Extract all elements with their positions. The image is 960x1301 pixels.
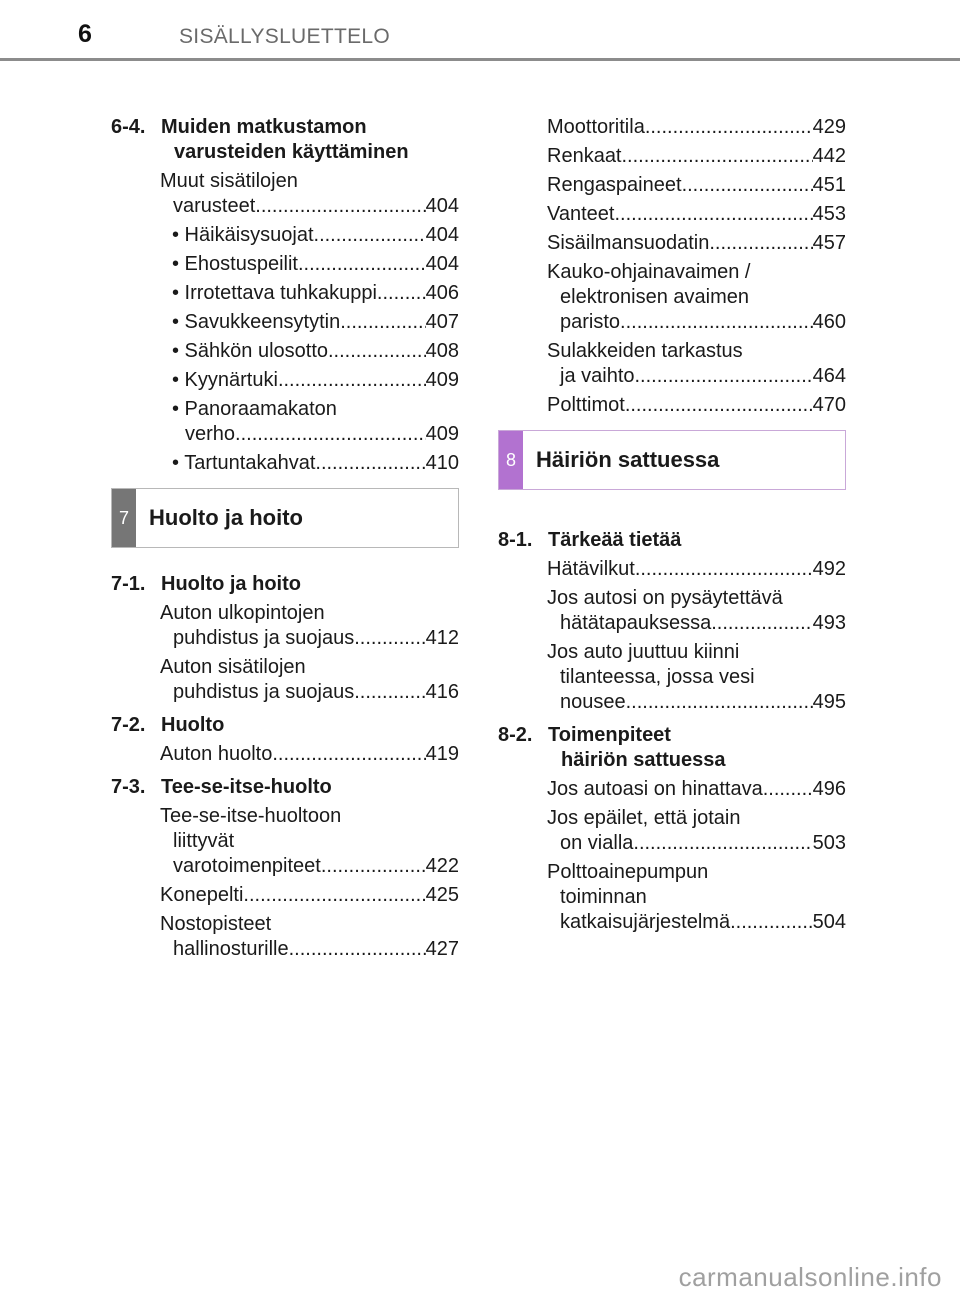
toc-entry[interactable]: Kauko-ohjainavaimen / elektronisen avaimen paristo ..... 460	[547, 260, 846, 335]
page-ref: 422	[425, 855, 459, 877]
page-ref: 416	[425, 681, 459, 703]
toc-entry[interactable]: Konepelti ..... 425	[160, 883, 459, 908]
toc-entry[interactable]: Nostopisteet hallinosturille ..... 427	[160, 912, 459, 962]
section-8-1-heading: 8-1. Tärkeää tietää	[498, 529, 682, 551]
toc-entry[interactable]: Vanteet ..... 453	[547, 202, 846, 227]
page-ref: 419	[425, 743, 459, 765]
toc-entry[interactable]: Jos auto juuttuu kiinni tilanteessa, jossa vesi nousee ..... 495	[547, 640, 846, 715]
section-title: Muiden matkustamon varusteiden käyttäminen	[161, 116, 409, 163]
toc-subentry[interactable]: • Savukkeensytytin ..... 407	[172, 310, 459, 335]
page-ref: 464	[812, 365, 846, 387]
toc-entry[interactable]: Jos autosi on pysäytettävä hätätapauksessa ..... 493	[547, 586, 846, 636]
page-ref: 470	[812, 394, 846, 416]
page-ref: 429	[812, 116, 846, 138]
page-ref: 404	[425, 224, 459, 246]
chapter-title: Huolto ja hoito	[149, 505, 303, 530]
chapter-7-banner[interactable]	[111, 488, 459, 548]
toc-subentry[interactable]: • Panoraamakaton verho ..... 409	[172, 397, 459, 447]
toc-entry[interactable]: Auton ulkopintojen puhdistus ja suojaus ..... 412	[160, 601, 459, 651]
toc-entry[interactable]: Polttimot ..... 470	[547, 393, 846, 418]
toc-entry[interactable]: Jos epäilet, että jotain on vialla ..... 503	[547, 806, 846, 856]
page-ref: 451	[812, 174, 846, 196]
page-ref: 442	[812, 145, 846, 167]
toc-entry[interactable]: Jos autoasi on hinattava ..... 496	[547, 777, 846, 802]
page-ref: 404	[425, 253, 459, 275]
page-ref: 404	[425, 195, 459, 217]
page-ref: 492	[812, 558, 846, 580]
section-6-4-heading	[111, 115, 459, 165]
page-ref: 496	[812, 778, 846, 800]
toc-entry[interactable]: Moottoritila ..... 429	[547, 115, 846, 140]
toc-right-column	[498, 115, 846, 939]
header-title: SISÄLLYSLUETTELO	[179, 25, 390, 48]
toc-subentry[interactable]: • Sähkön ulosotto ..... 408	[172, 339, 459, 364]
toc-left-column	[111, 115, 459, 966]
section-7-1-heading: 7-1. Huolto ja hoito	[111, 573, 301, 595]
toc-entry[interactable]: Sulakkeiden tarkastus ja vaihto ..... 464	[547, 339, 846, 389]
toc-subentry[interactable]: • Ehostuspeilit ..... 404	[172, 252, 459, 277]
section-7-3-heading: 7-3. Tee-se-itse-huolto	[111, 776, 332, 798]
watermark: carmanualsonline.info	[678, 1262, 942, 1292]
page-ref: 407	[425, 311, 459, 333]
toc-subentry[interactable]: • Kyynärtuki ..... 409	[172, 368, 459, 393]
page-header	[0, 0, 960, 64]
toc-entry[interactable]: Muut sisätilojen varusteet ..... 404	[160, 169, 459, 219]
toc-entry[interactable]: Rengaspaineet ..... 451	[547, 173, 846, 198]
chapter-8-banner[interactable]	[498, 430, 846, 490]
toc-entry[interactable]: Tee-se-itse-huoltoon liittyvät varotoimenpiteet ..... 422	[160, 804, 459, 879]
toc-entry[interactable]: Renkaat ..... 442	[547, 144, 846, 169]
page-ref: 409	[425, 423, 459, 445]
page-ref: 408	[425, 340, 459, 362]
section-7-2-heading: 7-2. Huolto	[111, 714, 225, 736]
page-ref: 495	[812, 691, 846, 713]
section-8-2-heading: 8-2. Toimenpiteet häiriön sattuessa	[498, 724, 726, 771]
page-ref: 410	[425, 452, 459, 474]
page-ref: 503	[812, 832, 846, 854]
toc-subentry[interactable]: • Häikäisysuojat ..... 404	[172, 223, 459, 248]
toc-entry[interactable]: Polttoainepumpun toiminnan katkaisujärjestelmä ..... 504	[547, 860, 846, 935]
chapter-tab-number: 8	[499, 431, 523, 489]
toc-subentry[interactable]: • Tartuntakahvat ..... 410	[172, 451, 459, 476]
page-ref: 409	[425, 369, 459, 391]
page-ref: 406	[425, 282, 459, 304]
page-ref: 493	[812, 612, 846, 634]
toc-entry[interactable]: Hätävilkut ..... 492	[547, 557, 846, 582]
chapter-tab-number: 7	[112, 489, 136, 547]
page-ref: 427	[425, 938, 459, 960]
page-ref: 425	[425, 884, 459, 906]
page-number: 6	[78, 20, 92, 48]
toc-subentry[interactable]: • Irrotettava tuhkakuppi ..... 406	[172, 281, 459, 306]
page-ref: 453	[812, 203, 846, 225]
toc-entry[interactable]: Auton sisätilojen puhdistus ja suojaus ..... 416	[160, 655, 459, 705]
section-number: 6-4.	[111, 116, 146, 138]
toc-entry[interactable]: Auton huolto ..... 419	[160, 742, 459, 767]
page-ref: 460	[812, 311, 846, 333]
page-ref: 457	[812, 232, 846, 254]
toc-entry[interactable]: Sisäilmansuodatin ..... 457	[547, 231, 846, 256]
page-ref: 504	[812, 911, 846, 933]
chapter-title: Häiriön sattuessa	[536, 447, 720, 472]
page-ref: 412	[425, 627, 459, 649]
header-divider	[0, 58, 960, 61]
